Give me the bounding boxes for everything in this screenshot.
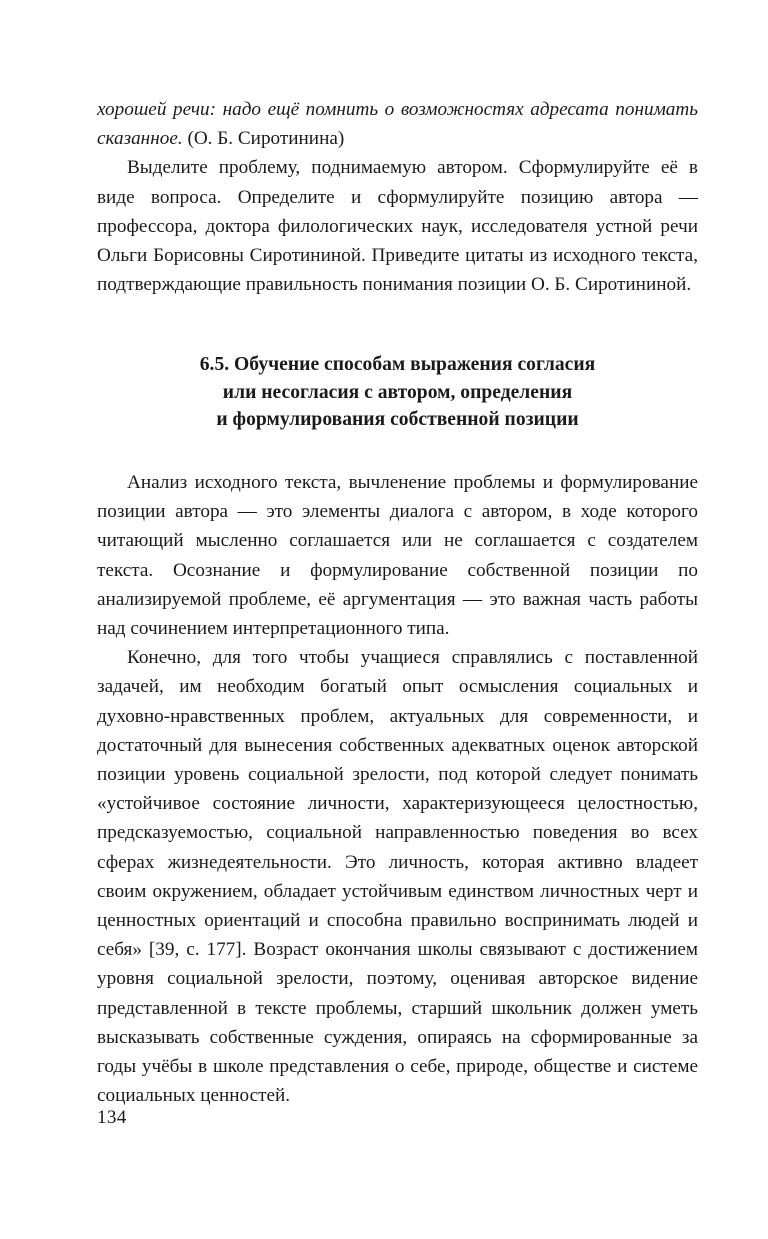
section-heading-line-3: и формулирования собственной позиции xyxy=(216,409,579,431)
section-heading xyxy=(97,351,698,434)
epigraph-text: хорошей речи: надо ещё помнить о возможностях адресата понимать сказанное. xyxy=(97,99,698,150)
section-heading-line-1: 6.5. Обучение способам выражения согласия xyxy=(199,354,596,376)
epigraph-attribution: (О. Б. Сиротинина) xyxy=(187,128,345,150)
body-text xyxy=(97,468,698,1110)
epigraph-continuation xyxy=(97,95,698,153)
page-number: 134 xyxy=(97,1107,127,1128)
text-column xyxy=(97,95,698,1110)
paragraph-1: Анализ исходного текста, вычленение проблемы и формулирование позиции автора — это элементы диалога с автором, в ходе которого читающий мысленно соглашается или не соглашается с создателем текста. Осознание и формулирование собственной позиции по анализируемой проблеме, её аргументация — это важная часть работы над сочинением интерпретационного типа. xyxy=(97,471,698,639)
paragraph-2: Конечно, для того чтобы учащиеся справлялись с поставленной задачей, им необходим богатый опыт осмысления социальных и духовно-нравственных проблем, актуальных для современности, и достаточный для вынесения собственных адекватных оценок авторской позиции уровень социальной зрелости, под которой следует понимать «устойчивое состояние личности, характеризующееся целостностью, предсказуемостью, социальной направленностью поведения во всех сферах жизнедеятельности. Это личность, которая активно владеет своим окружением, обладает устойчивым единством личностных черт и ценностных ориентаций и способна правильно воспринимать людей и себя» [39, с. 177]. Возраст окончания школы связывают с достижением уровня социальной зрелости, поэтому, оценивая авторское видение представленной в тексте проблемы, старший школьник должен уметь высказывать собственные суждения, опираясь на сформированные за годы учёбы в школе представления о себе, природе, обществе и системе социальных ценностей. xyxy=(97,647,698,1107)
section-heading-line-2: или несогласия с автором, определения xyxy=(222,381,573,403)
task-paragraph: Выделите проблему, поднимаемую автором. Сформулируйте её в виде вопроса. Определите и сформулируйте позицию автора — профессора, доктора филологических наук, исследователя устной речи Ольги Борисовны Сиротининой. Приведите цитаты из исходного текста, подтверждающие правильность понимания позиции О. Б. Сиротининой. xyxy=(97,157,698,296)
